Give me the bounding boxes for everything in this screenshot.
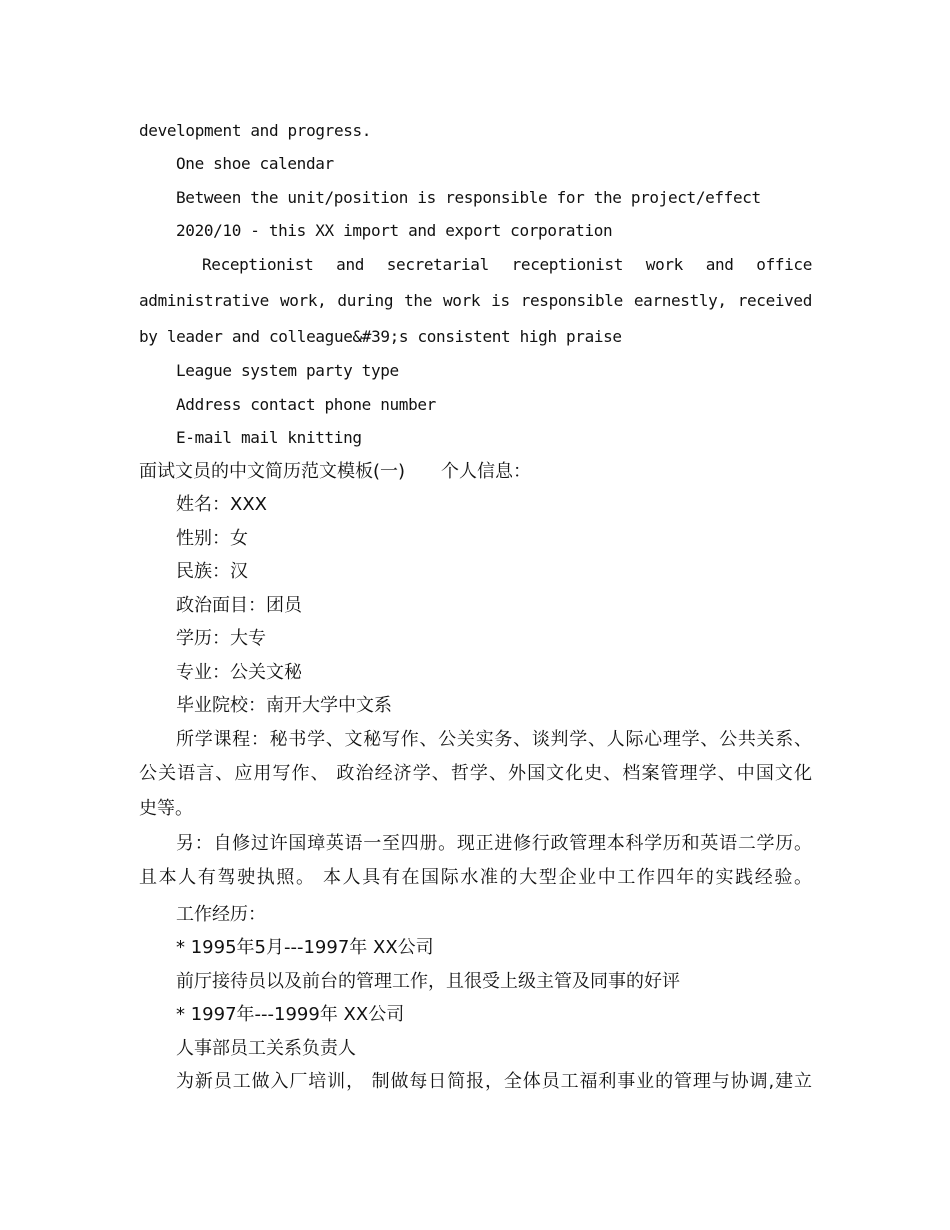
text-line: by leader and colleague&#39;s consistent high praise (139, 327, 622, 346)
text-line: 另：自修过许国璋英语一至四册。现正进修行政管理本科学历和英语二学历。 (176, 833, 812, 854)
text-line: 前厅接待员以及前台的管理工作，且很受上级主管及同事的好评 (176, 971, 680, 992)
text-line: 所学课程：秘书学、文秘写作、公关实务、谈判学、人际心理学、公共关系、 (176, 729, 812, 750)
text-line: 公关语言、应用写作、 政治经济学、哲学、外国文化史、档案管理学、中国文化 (139, 763, 812, 784)
info-line: 姓名：XXX (176, 494, 267, 515)
section-heading: 面试文员的中文简历范文模板(一) 个人信息： (139, 461, 532, 482)
info-line: 学历：大专 (176, 628, 266, 649)
text-line: 为新员工做入厂培训， 制做每日简报，全体员工福利事业的管理与协调,建立 (176, 1071, 812, 1092)
text-line: E-mail mail knitting (176, 428, 362, 447)
info-line: 专业：公关文秘 (176, 662, 302, 683)
text-line: League system party type (176, 361, 399, 380)
text-line: * 1995年5月---1997年 XX公司 (176, 937, 434, 958)
text-line: development and progress. (139, 121, 372, 140)
info-line: 民族：汉 (176, 561, 248, 582)
text-line: Between the unit/position is responsible for the project/effect (176, 188, 761, 207)
text-line: One shoe calendar (176, 154, 334, 173)
text-line: 且本人有驾驶执照。 本人具有在国际水准的大型企业中工作四年的实践经验。 (139, 867, 812, 888)
text-line: 工作经历： (176, 904, 266, 925)
text-line: 2020/10 - this XX import and export corporation (176, 221, 613, 240)
text-line: Address contact phone number (176, 395, 436, 414)
text-line: administrative work, during the work is responsible earnestly, received (139, 291, 812, 310)
info-line: 性别：女 (176, 528, 248, 549)
text-line: 人事部员工关系负责人 (176, 1038, 356, 1059)
info-line: 毕业院校：南开大学中文系 (176, 695, 392, 716)
text-line: * 1997年---1999年 XX公司 (176, 1004, 405, 1025)
info-line: 政治面目：团员 (176, 595, 302, 616)
text-line: Receptionist and secretarial receptionist work and office (202, 255, 812, 274)
text-line: 史等。 (139, 798, 193, 819)
